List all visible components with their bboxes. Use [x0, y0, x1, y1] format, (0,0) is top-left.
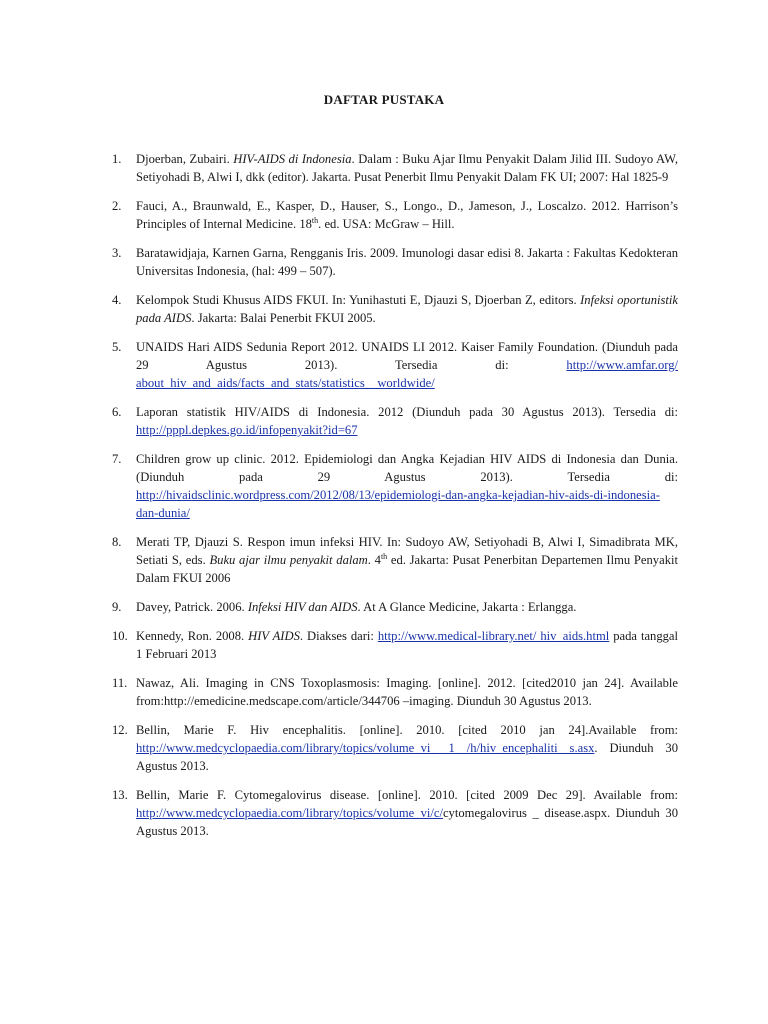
reference-number: 12. — [112, 723, 128, 737]
reference-number: 2. — [112, 199, 122, 213]
reference-text: . Diunduh 30 Agustus 2013. — [136, 741, 679, 773]
reference-text: UNAIDS Hari AIDS Sedunia Report 2012. UNAIDS LI 2012. Kaiser Family Foundation. (Diunduh pada 29 Agustus 2013). Tersedia di: — [136, 340, 678, 372]
reference-italic-title: HIV-AIDS di Indonesia — [233, 152, 352, 166]
reference-link[interactable]: http://www.medcyclopaedia.com/library/topics/volume_vi_ 1 /h/hiv_encephaliti s.asx — [136, 741, 595, 755]
reference-text: cytomegalovirus _ disease.aspx. Diunduh 30 Agustus 2013. — [136, 806, 678, 838]
reference-item-10 — [112, 627, 678, 663]
reference-italic-title: Buku ajar ilmu penyakit dalam — [209, 553, 368, 567]
reference-number: 9. — [112, 600, 122, 614]
reference-number: 11. — [112, 676, 128, 690]
reference-list — [112, 150, 678, 851]
reference-item-11 — [112, 674, 678, 710]
reference-item-7 — [112, 450, 678, 522]
reference-text: Kennedy, Ron. 2008. — [136, 629, 249, 643]
reference-link[interactable]: http://www.medical-library.net/ hiv_aids.html — [377, 629, 610, 643]
reference-text: . At A Glance Medicine, Jakarta : Erlangga. — [357, 600, 577, 614]
reference-item-3 — [112, 244, 678, 280]
reference-number: 8. — [112, 535, 122, 549]
reference-text: Laporan statistik HIV/AIDS di Indonesia. 2012 (Diunduh pada 30 Agustus 2013). Tersedia di: — [136, 405, 678, 419]
reference-number: 3. — [112, 246, 122, 260]
reference-number: 5. — [112, 340, 122, 354]
reference-text: . 4 — [367, 553, 381, 567]
reference-item-12 — [112, 721, 678, 775]
reference-text: . Jakarta: Balai Penerbit FKUI 2005. — [191, 311, 376, 325]
reference-item-9 — [112, 598, 678, 616]
reference-number: 13. — [112, 788, 128, 802]
reference-number: 1. — [112, 152, 122, 166]
reference-text: Baratawidjaja, Karnen Garna, Rengganis Iris. 2009. Imunologi dasar edisi 8. Jakarta : Fakultas Kedokteran Universitas Indonesia, (hal: 499 – 507). — [136, 246, 678, 278]
reference-text: Bellin, Marie F. Cytomegalovirus disease. [online]. 2010. [cited 2009 Dec 29]. Available from: — [136, 788, 678, 802]
reference-number: 6. — [112, 405, 122, 419]
reference-text: . ed. USA: McGraw – Hill. — [318, 217, 455, 231]
reference-number: 4. — [112, 293, 122, 307]
reference-link[interactable]: http://hivaidsclinic.wordpress.com/2012/08/13/epidemiologi-dan-angka-kejadian-hiv-aids-di-indonesia-dan-dunia/ — [136, 488, 660, 520]
reference-item-6 — [112, 403, 678, 439]
reference-item-1 — [112, 150, 678, 186]
reference-link[interactable]: http://www.medcyclopaedia.com/library/topics/volume_vi/c/ — [136, 806, 443, 820]
reference-item-2 — [112, 197, 678, 233]
reference-text: Kelompok Studi Khusus AIDS FKUI. In: Yunihastuti E, Djauzi S, Djoerban Z, editors. — [136, 293, 581, 307]
reference-link[interactable]: http://www.amfar.org/ about_hiv_and_aids/facts_and_stats/statistics__worldwide/ — [136, 358, 678, 390]
reference-superscript: th — [311, 215, 319, 225]
reference-italic-title: Infeksi oportunistik pada AIDS — [136, 293, 678, 325]
reference-item-5 — [112, 338, 678, 392]
reference-text: . Diakses dari: — [299, 629, 378, 643]
reference-text: pada tanggal 1 Februari 2013 — [136, 629, 679, 661]
reference-link[interactable]: http://pppl.depkes.go.id/infopenyakit?id=67 — [136, 423, 358, 437]
page-title: DAFTAR PUSTAKA — [323, 92, 445, 107]
reference-text: Bellin, Marie F. Hiv encephalitis. [online]. 2010. [cited 2010 jan 24].Available from: — [136, 723, 678, 737]
reference-number: 10. — [112, 629, 128, 643]
reference-text: ed. Jakarta: Pusat Penerbitan Departemen Ilmu Penyakit Dalam FKUI 2006 — [136, 553, 678, 585]
reference-item-4 — [112, 291, 678, 327]
reference-item-13 — [112, 786, 678, 840]
reference-number: 7. — [112, 452, 122, 466]
reference-text: Davey, Patrick. 2006. — [136, 600, 248, 614]
reference-item-8 — [112, 533, 678, 587]
reference-text: Nawaz, Ali. Imaging in CNS Toxoplasmosis: Imaging. [online]. 2012. [cited2010 jan 24]. Available from:http://emedicine.medscape.com/article/344706 –imaging. Diunduh 30 Agustus 2013. — [136, 676, 678, 708]
reference-italic-title: Infeksi HIV dan AIDS — [247, 600, 358, 614]
reference-text: Djoerban, Zubairi. — [136, 152, 234, 166]
reference-text: Fauci, A., Braunwald, E., Kasper, D., Hauser, S., Longo., D., Jameson, J., Loscalzo. 2012. Harrison’s Principles of Internal Medicine. 18 — [136, 199, 678, 231]
reference-text: Children grow up clinic. 2012. Epidemiologi dan Angka Kejadian HIV AIDS di Indonesia dan Dunia. (Diunduh pada 29 Agustus 2013). Tersedia di: — [136, 452, 678, 484]
reference-text: . Dalam : Buku Ajar Ilmu Penyakit Dalam Jilid III. Sudoyo AW, Setiyohadi B, Alwi I, dkk (editor). Jakarta. Pusat Penerbit Ilmu Penyakit Dalam FK UI; 2007: Hal 1825-9 — [136, 152, 678, 184]
reference-italic-title: HIV AIDS — [248, 629, 300, 643]
reference-text: Merati TP, Djauzi S. Respon imun infeksi HIV. In: Sudoyo AW, Setiyohadi B, Alwi I, Simadibrata MK, Setiati S, eds. — [136, 535, 678, 567]
reference-superscript: th — [380, 551, 388, 561]
